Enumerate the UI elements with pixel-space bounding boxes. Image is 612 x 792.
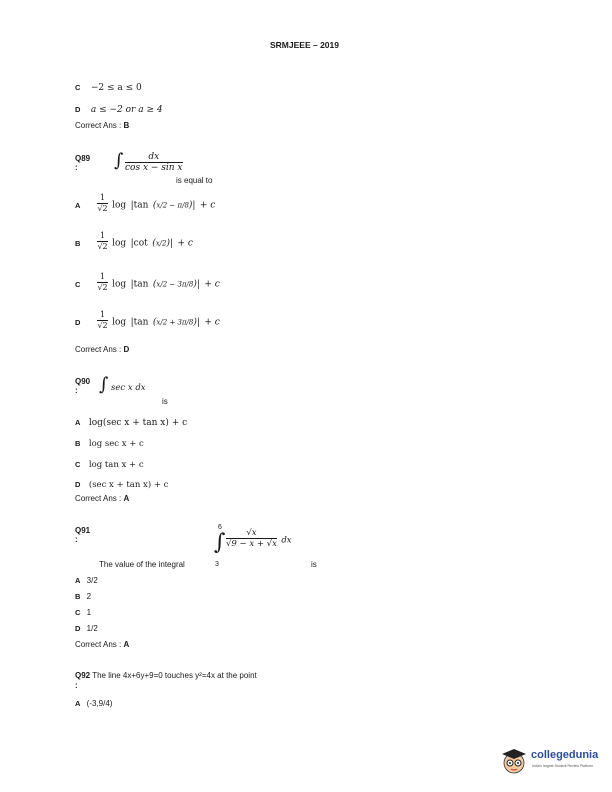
q89-option-d: D $\frac{1}{√2}$ log |tan (x/2 + 3π/8)| + c xyxy=(75,310,220,330)
q89-option-b: B $\frac{1}{√2}$ log |cot (x/2)| + c xyxy=(75,231,193,251)
q91-stem: The value of the integral xyxy=(99,560,185,569)
integral-icon: ∫ xyxy=(99,374,109,395)
prev-correct-answer: Correct Ans : B xyxy=(75,121,130,130)
q91-option-d: D 1/2 xyxy=(75,624,98,633)
q91-lower-limit: 3 xyxy=(215,561,219,568)
q91-option-c: C 1 xyxy=(75,608,92,617)
q92-option-a: A (-3,9/4) xyxy=(75,699,113,708)
logo-tagline: India's largest Student Review Platform xyxy=(532,764,593,768)
integral-icon: ∫ xyxy=(214,530,226,555)
page-title: SRMJEEE – 2019 xyxy=(270,40,339,50)
integral-icon: ∫ xyxy=(114,150,124,171)
q90-integrand: sec x dx xyxy=(111,383,146,393)
prev-option-d: D a ≤ −2 or a ≥ 4 xyxy=(75,105,163,115)
q89-suffix: is equal to xyxy=(176,176,213,185)
q90-option-d: D (sec x + tan x) + c xyxy=(75,480,169,490)
q90-option-c: C log tan x + c xyxy=(75,460,144,470)
q92-colon: : xyxy=(75,681,78,690)
q90-option-a: A log(sec x + tan x) + c xyxy=(75,418,188,428)
prev-option-c: C −2 ≤ a ≤ 0 xyxy=(75,83,142,93)
q91-number: Q91 : xyxy=(75,526,91,544)
q89-integrand: $\frac{dx}{\text{cos x − sin x}}$ xyxy=(125,152,183,173)
q92-stem-line: Q92 The line 4x+6y+9=0 touches y²=4x at the point xyxy=(75,671,257,680)
q90-option-b: B log sec x + c xyxy=(75,439,144,449)
q90-correct-answer: Correct Ans : A xyxy=(75,494,130,503)
q89-number: Q89 : xyxy=(75,154,91,172)
q91-option-a: A 3/2 xyxy=(75,576,98,585)
q89-option-a: A $\frac{1}{√2}$ log |tan (x/2 − π/8)| + c xyxy=(75,193,216,213)
q91-correct-answer: Correct Ans : A xyxy=(75,640,130,649)
q91-upper-limit: 6 xyxy=(218,524,222,531)
q91-option-b: B 2 xyxy=(75,592,92,601)
mascot-icon xyxy=(499,745,529,775)
q89-correct-answer: Correct Ans : D xyxy=(75,345,130,354)
logo-name: collegedunia xyxy=(531,749,599,761)
q90-number: Q90 : xyxy=(75,377,91,395)
q91-suffix: is xyxy=(311,560,317,569)
q91-integrand: $\frac{√x}{√9 - x + √x}$ dx xyxy=(226,528,292,549)
q89-option-c: C $\frac{1}{√2}$ log |tan (x/2 − 3π/8)| + c xyxy=(75,272,220,292)
q90-suffix: is xyxy=(162,397,168,406)
